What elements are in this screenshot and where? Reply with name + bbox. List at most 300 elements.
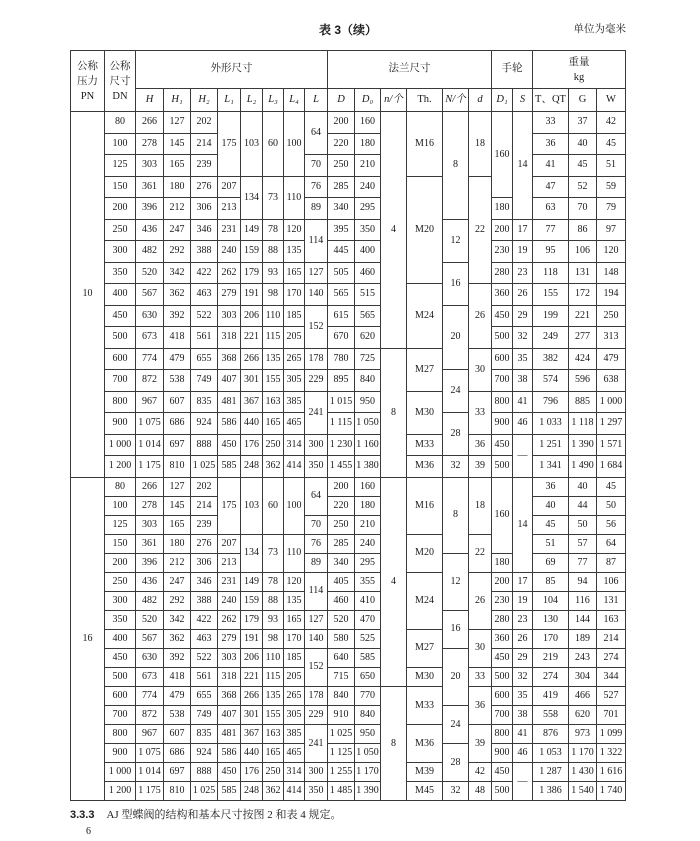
cell-d: 565 bbox=[328, 284, 354, 305]
cell-weight-w: 87 bbox=[597, 554, 625, 572]
cell-l4: 465 bbox=[284, 413, 304, 434]
cell-l: 140 bbox=[305, 284, 327, 305]
cell-weight-t-qt: 41 bbox=[533, 155, 568, 176]
cell-l3: 98 bbox=[263, 630, 283, 648]
cell-weight-w: 1 616 bbox=[597, 763, 625, 781]
cell-weight-t-qt: 1 033 bbox=[533, 413, 568, 434]
cell-n-holes: 8 bbox=[443, 112, 468, 219]
cell-weight-t-qt: 876 bbox=[533, 725, 568, 743]
cell-h: 630 bbox=[136, 306, 163, 327]
cell-d: 580 bbox=[328, 630, 354, 648]
cell-h: 872 bbox=[136, 370, 163, 391]
cell-l: 114 bbox=[305, 220, 327, 262]
cell-l2: 159 bbox=[241, 241, 262, 262]
cell-s: 19 bbox=[513, 592, 532, 610]
cell-h: 774 bbox=[136, 349, 163, 370]
cell-h: 872 bbox=[136, 706, 163, 724]
cell-d: 395 bbox=[328, 220, 354, 241]
cell-s: 46 bbox=[513, 413, 532, 434]
cell-d: 445 bbox=[328, 241, 354, 262]
cell-weight-g: 40 bbox=[569, 134, 596, 155]
cell-l: 229 bbox=[305, 370, 327, 391]
cell-d1: 360 bbox=[492, 630, 512, 648]
cell-weight-g: 243 bbox=[569, 649, 596, 667]
header-col-d1: D₁ bbox=[492, 89, 512, 111]
cell-weight-t-qt: 51 bbox=[533, 535, 568, 553]
cell-weight-w: 194 bbox=[597, 284, 625, 305]
cell-d1: 230 bbox=[492, 241, 512, 262]
cell-weight-w: 79 bbox=[597, 198, 625, 219]
cell-h2: 422 bbox=[191, 611, 217, 629]
cell-l1: 207 bbox=[218, 177, 240, 198]
cell-h: 1 175 bbox=[136, 782, 163, 800]
header-col-weight-w: W bbox=[597, 89, 625, 111]
cell-thread: M16 bbox=[407, 112, 442, 176]
cell-s: 38 bbox=[513, 706, 532, 724]
pn-cell: 10 bbox=[71, 112, 104, 477]
cell-l1: 279 bbox=[218, 284, 240, 305]
cell-thread: M30 bbox=[407, 392, 442, 434]
cell-s: 29 bbox=[513, 306, 532, 327]
cell-l1: 407 bbox=[218, 370, 240, 391]
cell-l4: 414 bbox=[284, 456, 304, 477]
cell-dn: 500 bbox=[105, 668, 135, 686]
cell-weight-w: 45 bbox=[597, 478, 625, 496]
cell-l1: 368 bbox=[218, 687, 240, 705]
cell-d: 1 025 bbox=[328, 725, 354, 743]
cell-h2: 306 bbox=[191, 198, 217, 219]
cell-thread: M36 bbox=[407, 456, 442, 477]
header-nominal-pressure-line: 公称 bbox=[77, 60, 98, 72]
cell-weight-g: 44 bbox=[569, 497, 596, 515]
cell-l: 300 bbox=[305, 435, 327, 456]
cell-h1: 180 bbox=[164, 535, 190, 553]
cell-d1: 500 bbox=[492, 456, 512, 477]
cell-hole-d: 48 bbox=[469, 782, 491, 800]
cell-weight-g: 973 bbox=[569, 725, 596, 743]
cell-l1: 303 bbox=[218, 306, 240, 327]
cell-l3: 163 bbox=[263, 725, 283, 743]
cell-dn: 200 bbox=[105, 198, 135, 219]
cell-d1: 700 bbox=[492, 706, 512, 724]
cell-d0: 410 bbox=[355, 592, 380, 610]
cell-l2: 367 bbox=[241, 725, 262, 743]
cell-thread: M16 bbox=[407, 478, 442, 534]
cell-s: 17 bbox=[513, 220, 532, 241]
cell-thread: M20 bbox=[407, 177, 442, 284]
header-nominal-size-line: 尺寸 bbox=[109, 75, 131, 87]
cell-h2: 1 025 bbox=[191, 782, 217, 800]
cell-h1: 342 bbox=[164, 263, 190, 284]
cell-d: 340 bbox=[328, 198, 354, 219]
cell-weight-g: 70 bbox=[569, 198, 596, 219]
cell-dn: 900 bbox=[105, 744, 135, 762]
cell-h: 774 bbox=[136, 687, 163, 705]
cell-n-holes: 12 bbox=[443, 554, 468, 610]
cell-h2: 888 bbox=[191, 435, 217, 456]
cell-n-bolts: 8 bbox=[381, 349, 406, 477]
cell-dn: 350 bbox=[105, 611, 135, 629]
cell-s: 23 bbox=[513, 611, 532, 629]
header-col-weight-g: G bbox=[569, 89, 596, 111]
cell-d1: 360 bbox=[492, 284, 512, 305]
cell-h2: 924 bbox=[191, 413, 217, 434]
cell-thread: M20 bbox=[407, 535, 442, 572]
cell-weight-t-qt: 249 bbox=[533, 327, 568, 348]
cell-weight-g: 304 bbox=[569, 668, 596, 686]
page-number: 6 bbox=[86, 826, 91, 837]
cell-weight-g: 424 bbox=[569, 349, 596, 370]
cell-h1: 538 bbox=[164, 706, 190, 724]
cell-weight-g: 131 bbox=[569, 263, 596, 284]
cell-l1: 318 bbox=[218, 327, 240, 348]
cell-l: 350 bbox=[305, 456, 327, 477]
cell-dn: 500 bbox=[105, 327, 135, 348]
cell-d1: 500 bbox=[492, 668, 512, 686]
cell-h: 567 bbox=[136, 630, 163, 648]
cell-hole-d: 33 bbox=[469, 668, 491, 686]
cell-dn: 125 bbox=[105, 155, 135, 176]
cell-dn: 150 bbox=[105, 177, 135, 198]
cell-l2: 134 bbox=[241, 535, 262, 572]
cell-weight-g: 94 bbox=[569, 573, 596, 591]
cell-weight-t-qt: 36 bbox=[533, 478, 568, 496]
cell-d0: 725 bbox=[355, 349, 380, 370]
header-col-l2: L₂ bbox=[241, 89, 262, 111]
cell-l4: 185 bbox=[284, 306, 304, 327]
cell-d: 640 bbox=[328, 649, 354, 667]
cell-weight-t-qt: 382 bbox=[533, 349, 568, 370]
cell-d1: 700 bbox=[492, 370, 512, 391]
cell-thread: M27 bbox=[407, 349, 442, 391]
cell-weight-t-qt: 118 bbox=[533, 263, 568, 284]
cell-weight-t-qt: 36 bbox=[533, 134, 568, 155]
cell-dn: 250 bbox=[105, 220, 135, 241]
cell-l2: 221 bbox=[241, 668, 262, 686]
cell-s: 26 bbox=[513, 630, 532, 648]
cell-d1: 450 bbox=[492, 435, 512, 456]
header-col-d: D bbox=[328, 89, 354, 111]
cell-l3: 93 bbox=[263, 611, 283, 629]
cell-d0: 1 160 bbox=[355, 435, 380, 456]
cell-h2: 346 bbox=[191, 220, 217, 241]
cell-l2: 103 bbox=[241, 478, 262, 534]
cell-d1: 160 bbox=[492, 478, 512, 553]
cell-d1: 500 bbox=[492, 327, 512, 348]
cell-d1: 180 bbox=[492, 554, 512, 572]
cell-l1: 318 bbox=[218, 668, 240, 686]
cell-l4: 314 bbox=[284, 435, 304, 456]
cell-weight-t-qt: 1 251 bbox=[533, 435, 568, 456]
cell-h2: 214 bbox=[191, 497, 217, 515]
cell-s: 35 bbox=[513, 687, 532, 705]
cell-h: 278 bbox=[136, 134, 163, 155]
header-col-h2: H₂ bbox=[191, 89, 217, 111]
cell-dn: 800 bbox=[105, 392, 135, 413]
cell-d: 1 015 bbox=[328, 392, 354, 413]
cell-h1: 247 bbox=[164, 573, 190, 591]
cell-h2: 655 bbox=[191, 349, 217, 370]
header-group-weight bbox=[533, 51, 625, 88]
cell-l4: 305 bbox=[284, 370, 304, 391]
cell-weight-t-qt: 77 bbox=[533, 220, 568, 241]
cell-weight-w: 148 bbox=[597, 263, 625, 284]
cell-l1: 585 bbox=[218, 782, 240, 800]
cell-h1: 607 bbox=[164, 725, 190, 743]
cell-l: 178 bbox=[305, 687, 327, 705]
cell-d: 220 bbox=[328, 497, 354, 515]
cell-h1: 247 bbox=[164, 220, 190, 241]
cell-d1: 500 bbox=[492, 782, 512, 800]
cell-h1: 362 bbox=[164, 630, 190, 648]
cell-h2: 888 bbox=[191, 763, 217, 781]
cell-l: 140 bbox=[305, 630, 327, 648]
cell-weight-g: 1 390 bbox=[569, 435, 596, 456]
pn-cell: 16 bbox=[71, 478, 104, 801]
cell-hole-d: 30 bbox=[469, 630, 491, 667]
cell-s: 35 bbox=[513, 349, 532, 370]
cell-h2: 561 bbox=[191, 327, 217, 348]
cell-h1: 697 bbox=[164, 763, 190, 781]
cell-d1: 280 bbox=[492, 263, 512, 284]
cell-h2: 346 bbox=[191, 573, 217, 591]
cell-h: 967 bbox=[136, 392, 163, 413]
cell-weight-w: 701 bbox=[597, 706, 625, 724]
cell-l3: 115 bbox=[263, 327, 283, 348]
cell-d: 250 bbox=[328, 155, 354, 176]
cell-h1: 697 bbox=[164, 435, 190, 456]
cell-h2: 306 bbox=[191, 554, 217, 572]
cell-h2: 388 bbox=[191, 241, 217, 262]
cell-weight-t-qt: 574 bbox=[533, 370, 568, 391]
cell-weight-t-qt: 219 bbox=[533, 649, 568, 667]
cell-weight-t-qt: 63 bbox=[533, 198, 568, 219]
cell-weight-t-qt: 45 bbox=[533, 516, 568, 534]
cell-l1: 481 bbox=[218, 725, 240, 743]
cell-h1: 127 bbox=[164, 112, 190, 133]
cell-l1: 240 bbox=[218, 241, 240, 262]
cell-h1: 342 bbox=[164, 611, 190, 629]
cell-weight-w: 527 bbox=[597, 687, 625, 705]
cell-l1: 368 bbox=[218, 349, 240, 370]
cell-h2: 561 bbox=[191, 668, 217, 686]
cell-n-bolts: 4 bbox=[381, 112, 406, 348]
cell-l1: 279 bbox=[218, 630, 240, 648]
cell-hole-d: 22 bbox=[469, 177, 491, 284]
cell-d: 1 115 bbox=[328, 413, 354, 434]
cell-l1: 450 bbox=[218, 435, 240, 456]
table-title: 表 3（续） bbox=[318, 23, 377, 37]
cell-d: 520 bbox=[328, 611, 354, 629]
cell-weight-w: 479 bbox=[597, 349, 625, 370]
cell-weight-t-qt: 1 053 bbox=[533, 744, 568, 762]
cell-d: 340 bbox=[328, 554, 354, 572]
header-col-s: S bbox=[513, 89, 532, 111]
cell-l4: 385 bbox=[284, 725, 304, 743]
cell-l1: 213 bbox=[218, 554, 240, 572]
cell-d0: 240 bbox=[355, 177, 380, 198]
cell-h2: 522 bbox=[191, 306, 217, 327]
cell-d1: 230 bbox=[492, 592, 512, 610]
cell-l1: 586 bbox=[218, 744, 240, 762]
cell-l4: 314 bbox=[284, 763, 304, 781]
cell-s: 26 bbox=[513, 284, 532, 305]
cell-d1: 450 bbox=[492, 649, 512, 667]
cell-hole-d: 26 bbox=[469, 573, 491, 629]
cell-dn: 1 200 bbox=[105, 456, 135, 477]
cell-h: 673 bbox=[136, 668, 163, 686]
cell-l4: 205 bbox=[284, 327, 304, 348]
cell-h2: 202 bbox=[191, 478, 217, 496]
cell-d0: 950 bbox=[355, 392, 380, 413]
cell-weight-g: 52 bbox=[569, 177, 596, 198]
header-weight-label: 重量 bbox=[568, 56, 590, 68]
cell-weight-g: 1 540 bbox=[569, 782, 596, 800]
cell-hole-d: 30 bbox=[469, 349, 491, 391]
cell-thread: M30 bbox=[407, 668, 442, 686]
cell-weight-w: 45 bbox=[597, 134, 625, 155]
cell-dn: 450 bbox=[105, 649, 135, 667]
cell-l: 127 bbox=[305, 611, 327, 629]
cell-l4: 100 bbox=[284, 112, 304, 176]
cell-n-holes: 28 bbox=[443, 744, 468, 781]
cell-l4: 265 bbox=[284, 687, 304, 705]
cell-h2: 749 bbox=[191, 706, 217, 724]
cell-h: 303 bbox=[136, 155, 163, 176]
cell-n-holes: 28 bbox=[443, 413, 468, 455]
cell-l: 178 bbox=[305, 349, 327, 370]
cell-weight-t-qt: 796 bbox=[533, 392, 568, 413]
cell-weight-t-qt: 155 bbox=[533, 284, 568, 305]
cell-l3: 165 bbox=[263, 744, 283, 762]
cell-l4: 170 bbox=[284, 284, 304, 305]
cell-l3: 250 bbox=[263, 435, 283, 456]
cell-l2: 149 bbox=[241, 220, 262, 241]
cell-l1: 481 bbox=[218, 392, 240, 413]
header-col-n-bolts: n/个 bbox=[381, 89, 406, 111]
cell-d: 250 bbox=[328, 516, 354, 534]
cell-l3: 165 bbox=[263, 413, 283, 434]
cell-hole-d: 18 bbox=[469, 478, 491, 534]
cell-dn: 80 bbox=[105, 478, 135, 496]
cell-d1: 200 bbox=[492, 220, 512, 241]
cell-n-holes: 24 bbox=[443, 370, 468, 412]
cell-weight-t-qt: 95 bbox=[533, 241, 568, 262]
cell-h: 278 bbox=[136, 497, 163, 515]
cell-weight-g: 1 490 bbox=[569, 456, 596, 477]
header-group-outline: 外形尺寸 bbox=[136, 51, 327, 88]
cell-weight-w: 59 bbox=[597, 177, 625, 198]
cell-l4: 465 bbox=[284, 744, 304, 762]
cell-h2: 463 bbox=[191, 284, 217, 305]
cell-l3: 88 bbox=[263, 241, 283, 262]
cell-l: 70 bbox=[305, 155, 327, 176]
cell-d1: 800 bbox=[492, 392, 512, 413]
cell-dn: 1 000 bbox=[105, 763, 135, 781]
cell-weight-t-qt: 274 bbox=[533, 668, 568, 686]
cell-weight-w: 1 297 bbox=[597, 413, 625, 434]
cell-d0: 585 bbox=[355, 649, 380, 667]
cell-d1: 450 bbox=[492, 306, 512, 327]
cell-thread: M33 bbox=[407, 435, 442, 456]
cell-l2: 191 bbox=[241, 284, 262, 305]
cell-d0: 295 bbox=[355, 198, 380, 219]
cell-l4: 165 bbox=[284, 263, 304, 284]
cell-l4: 165 bbox=[284, 611, 304, 629]
cell-n-holes: 12 bbox=[443, 220, 468, 262]
cell-l1: 175 bbox=[218, 112, 240, 176]
header-nominal-size bbox=[105, 51, 135, 111]
cell-l1: 407 bbox=[218, 706, 240, 724]
cell-dn: 1 000 bbox=[105, 435, 135, 456]
cell-h2: 202 bbox=[191, 112, 217, 133]
cell-l1: 586 bbox=[218, 413, 240, 434]
cell-l3: 135 bbox=[263, 349, 283, 370]
cell-l1: 213 bbox=[218, 198, 240, 219]
cell-l: 300 bbox=[305, 763, 327, 781]
cell-weight-t-qt: 1 287 bbox=[533, 763, 568, 781]
cell-d0: 180 bbox=[355, 497, 380, 515]
cell-dn: 200 bbox=[105, 554, 135, 572]
cell-l4: 120 bbox=[284, 220, 304, 241]
cell-h2: 655 bbox=[191, 687, 217, 705]
cell-weight-g: 106 bbox=[569, 241, 596, 262]
cell-d: 1 485 bbox=[328, 782, 354, 800]
cell-l2: 159 bbox=[241, 592, 262, 610]
cell-d1: 800 bbox=[492, 725, 512, 743]
cell-thread: M24 bbox=[407, 284, 442, 348]
cell-d0: 840 bbox=[355, 370, 380, 391]
cell-h1: 418 bbox=[164, 668, 190, 686]
cell-l3: 163 bbox=[263, 392, 283, 413]
cell-n-bolts: 4 bbox=[381, 478, 406, 687]
cell-l4: 110 bbox=[284, 535, 304, 572]
cell-d: 1 255 bbox=[328, 763, 354, 781]
cell-l4: 170 bbox=[284, 630, 304, 648]
cell-dn: 600 bbox=[105, 349, 135, 370]
cell-l3: 362 bbox=[263, 456, 283, 477]
cell-h1: 212 bbox=[164, 198, 190, 219]
cell-weight-g: 50 bbox=[569, 516, 596, 534]
cell-dn: 700 bbox=[105, 370, 135, 391]
cell-d0: 240 bbox=[355, 535, 380, 553]
cell-weight-t-qt: 33 bbox=[533, 112, 568, 133]
cell-d: 200 bbox=[328, 112, 354, 133]
cell-s: 41 bbox=[513, 392, 532, 413]
cell-l1: 231 bbox=[218, 220, 240, 241]
cell-h2: 835 bbox=[191, 392, 217, 413]
cell-weight-w: 42 bbox=[597, 112, 625, 133]
cell-weight-w: 97 bbox=[597, 220, 625, 241]
cell-weight-w: 344 bbox=[597, 668, 625, 686]
cell-h1: 292 bbox=[164, 241, 190, 262]
cell-d: 840 bbox=[328, 687, 354, 705]
cell-h: 1 014 bbox=[136, 435, 163, 456]
cell-weight-g: 37 bbox=[569, 112, 596, 133]
cell-l3: 155 bbox=[263, 370, 283, 391]
cell-weight-w: 274 bbox=[597, 649, 625, 667]
cell-l4: 100 bbox=[284, 478, 304, 534]
cell-l3: 110 bbox=[263, 306, 283, 327]
cell-l: 350 bbox=[305, 782, 327, 800]
cell-weight-g: 57 bbox=[569, 535, 596, 553]
cell-d0: 565 bbox=[355, 306, 380, 327]
cell-d: 220 bbox=[328, 134, 354, 155]
cell-n-holes: 16 bbox=[443, 611, 468, 648]
cell-weight-t-qt: 199 bbox=[533, 306, 568, 327]
cell-thread: M27 bbox=[407, 630, 442, 667]
cell-h: 1 075 bbox=[136, 413, 163, 434]
